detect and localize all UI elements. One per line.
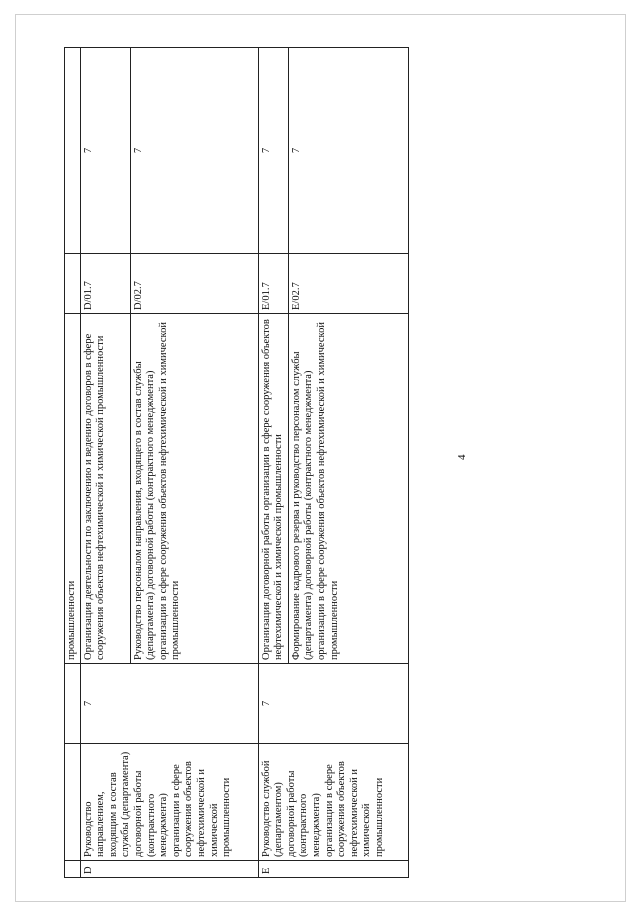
function-name: Организация договорной работы организации в сфере сооружения объектов нефтехимической и химической промышленности xyxy=(258,314,288,664)
function-level: 7 xyxy=(258,48,288,254)
function-level: 7 xyxy=(80,48,130,254)
cell xyxy=(65,861,81,878)
function-level: 7 xyxy=(288,48,408,254)
function-code: D/02.7 xyxy=(130,254,258,314)
qualification-table xyxy=(64,47,409,878)
group-code: E xyxy=(258,861,408,878)
group-name: Руководство направлением, входящим в состав службы (департамента) договорной работы (контрактного менеджмента) организации в сфере сооружения объектов нефтехимической и химической промышленности xyxy=(80,744,258,861)
table-row xyxy=(80,48,130,878)
page-number: 4 xyxy=(456,454,468,460)
cell xyxy=(65,664,81,744)
function-name: Организация деятельности по заключению и ведению договоров в сфере сооружения объектов нефтехимической и химической промышленности xyxy=(80,314,130,664)
group-level: 7 xyxy=(80,664,258,744)
group-name: Руководство службой (департаментом) договорной работы (контрактного менеджмента) организации в сфере сооружения объектов нефтехимической и химической промышленности xyxy=(258,744,408,861)
rotated-table-container xyxy=(64,48,404,878)
table-row-continuation xyxy=(65,48,81,878)
cell xyxy=(65,744,81,861)
function-code: E/02.7 xyxy=(288,254,408,314)
function-name: Формирование кадрового резерва и руководство персоналом службы (департамента) договорной работы (контрактного менеджмента) организации в сфере сооружения объектов нефтехимической и химической промышленности xyxy=(288,314,408,664)
cell: промышленности xyxy=(65,314,81,664)
function-code: E/01.7 xyxy=(258,254,288,314)
cell xyxy=(65,48,81,254)
function-code: D/01.7 xyxy=(80,254,130,314)
cell xyxy=(65,254,81,314)
function-level: 7 xyxy=(130,48,258,254)
function-name: Руководство персоналом направления, входящего в состав службы (департамента) договорной работы (контрактного менеджмента) организации в сфере сооружения объектов нефтехимической и химической промышленности xyxy=(130,314,258,664)
group-code: D xyxy=(80,861,258,878)
group-level: 7 xyxy=(258,664,408,744)
table-row xyxy=(258,48,288,878)
